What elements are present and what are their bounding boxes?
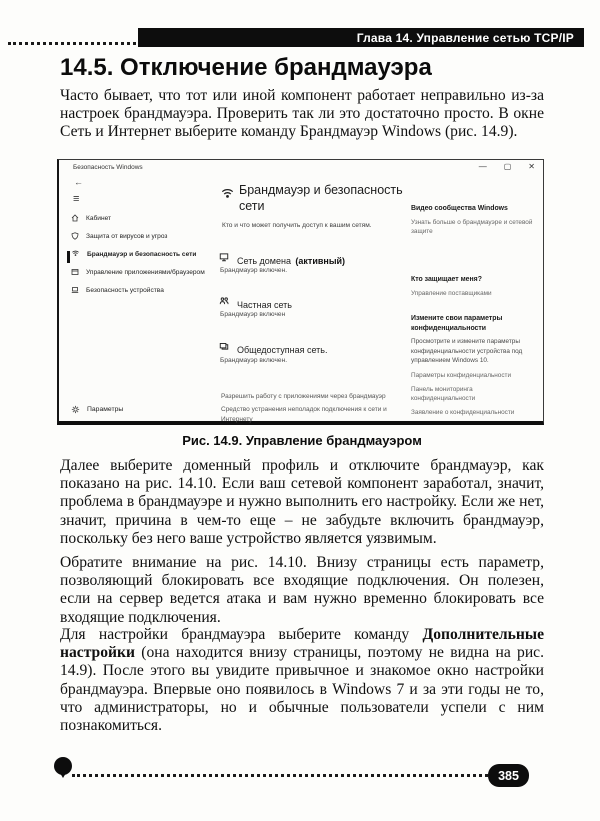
main-subtitle: Кто и что может получить доступ к вашим сетям. <box>222 222 372 229</box>
manage-providers-link[interactable]: Управление поставщиками <box>411 289 492 297</box>
privacy-settings-link[interactable]: Параметры конфиденциальности <box>411 371 512 379</box>
network-name: Общедоступная сеть. <box>237 345 328 355</box>
allow-app-link[interactable]: Разрешить работу с приложениями через брандмауэр <box>221 393 386 400</box>
firewall-status: Брандмауэр включен. <box>220 357 288 364</box>
aside-heading: Видео сообщества Windows <box>411 205 508 212</box>
aside-community-videos <box>411 204 535 241</box>
paragraph-4-text: (она находится внизу страницы, поэтому не видна на рис. 14.9). После этого вы увидите привычное и знакомое окно настройки брандмауэра. Впервые оно появилось в Windows 7 и за эти годы не то, что администраторы, но и обычные пользователи успели с ним познакомиться. <box>60 644 544 735</box>
public-network-section[interactable] <box>237 340 328 358</box>
sidebar-item-home[interactable] <box>71 214 216 222</box>
settings-label: Параметры <box>87 406 124 413</box>
sidebar-item-label: Управление приложениями/браузером <box>86 268 205 276</box>
sidebar-selected-indicator <box>67 251 70 263</box>
private-network-icon <box>219 296 229 306</box>
close-button[interactable]: ✕ <box>528 162 535 171</box>
sidebar-item-label: Кабинет <box>86 214 112 222</box>
aside-privacy-settings <box>411 314 535 422</box>
window-controls <box>479 162 535 171</box>
public-network-icon <box>219 341 229 351</box>
sidebar-item-label: Безопасность устройства <box>86 286 164 294</box>
paragraph-4-bold-command: Дополнительные настройки <box>60 626 544 662</box>
domain-network-icon <box>219 252 229 262</box>
aside-who-protects <box>411 275 535 303</box>
footer-dotted-line <box>72 774 488 777</box>
section-title: 14.5. Отключение брандмауэра <box>60 54 432 81</box>
footer-bullet-decoration <box>54 757 72 775</box>
window-title: Безопасность Windows <box>73 164 143 171</box>
chapter-header-text: Глава 14. Управление сетью TCP/IP <box>356 30 574 45</box>
paragraph-1: Часто бывает, что тот или иной компонент работает неправильно из-за настроек брандмауэра. Проверить так ли это достаточно просто. В окне Сеть и Интернет выберите команду Брандмауэр Windows (рис. 14.9). <box>60 87 544 141</box>
page-number-badge <box>488 764 529 787</box>
windows-security-screenshot <box>57 159 544 425</box>
hamburger-menu-icon[interactable]: ≡ <box>73 193 80 205</box>
paragraph-3: Обратите внимание на рис. 14.10. Внизу страницы есть параметр, позволяющий блокировать все входящие подключения. Он полезен, если на сервер ведется атака и вам нужно временно блокировать все входящие подключения. <box>60 554 544 626</box>
paragraph-2: Далее выберите доменный профиль и отключите брандмауэр, как показано на рис. 14.10. Если ваш сетевой компонент заработал, значит, проблема в брандмауэре и нужно выполнить его настройку. Если же нет, значит, причина в чем-то еще – не забудьте включить брандмауэр, поскольку без него ваше устройство является уязвимым. <box>60 457 544 547</box>
sidebar-item-virus-protection[interactable] <box>71 232 216 240</box>
figure-caption: Рис. 14.9. Управление брандмауэром <box>182 433 422 448</box>
minimize-button[interactable]: — <box>478 162 487 171</box>
firewall-network-icon <box>220 187 235 202</box>
back-arrow-icon[interactable]: ← <box>74 177 83 187</box>
chapter-header-bar <box>138 28 584 47</box>
paragraph-4-text: Для настройки брандмауэра выберите команду <box>60 626 423 643</box>
sidebar-item-label: Защита от вирусов и угроз <box>86 232 168 240</box>
aside-heading: Измените свои параметры конфиденциальности <box>411 315 503 332</box>
aside-text: Просмотрите и измените параметры конфиденциальности устройства под управлением Windows 10. <box>411 338 523 364</box>
page-number: 385 <box>498 768 519 783</box>
firewall-status: Брандмауэр включен. <box>220 267 288 274</box>
sidebar-item-settings[interactable] <box>71 405 123 414</box>
maximize-button[interactable]: ▢ <box>503 162 512 171</box>
privacy-dashboard-link[interactable]: Панель мониторинга конфиденциальности <box>411 385 476 402</box>
home-icon <box>71 214 79 222</box>
network-name: Сеть домена <box>237 256 291 266</box>
device-security-icon <box>71 286 79 294</box>
main-heading: Брандмауэр и безопасность сети <box>239 183 403 213</box>
network-name: Частная сеть <box>237 300 292 310</box>
sidebar-item-app-browser[interactable] <box>71 268 216 276</box>
sidebar-item-firewall[interactable] <box>71 250 216 259</box>
privacy-statement-link[interactable]: Заявление о конфиденциальности <box>411 408 515 416</box>
network-troubleshooter-link[interactable]: Средство устранения неполадок подключения к сети и Интернету <box>221 406 387 423</box>
gear-icon <box>71 405 80 414</box>
paragraph-4 <box>60 626 544 735</box>
header-dotted-line <box>8 42 136 45</box>
sidebar-item-device-security[interactable] <box>71 286 216 294</box>
shield-icon <box>71 232 79 240</box>
app-browser-icon <box>71 268 79 276</box>
active-badge: (активный) <box>295 256 346 266</box>
firewall-status: Брандмауэр включен <box>220 311 286 318</box>
sidebar-item-label: Брандмауэр и безопасность сети <box>87 251 197 258</box>
aside-heading: Кто защищает меня? <box>411 276 482 283</box>
firewall-network-icon <box>71 250 80 259</box>
learn-more-link[interactable]: Узнать больше о брандмауэре и сетевой защите <box>411 218 533 235</box>
